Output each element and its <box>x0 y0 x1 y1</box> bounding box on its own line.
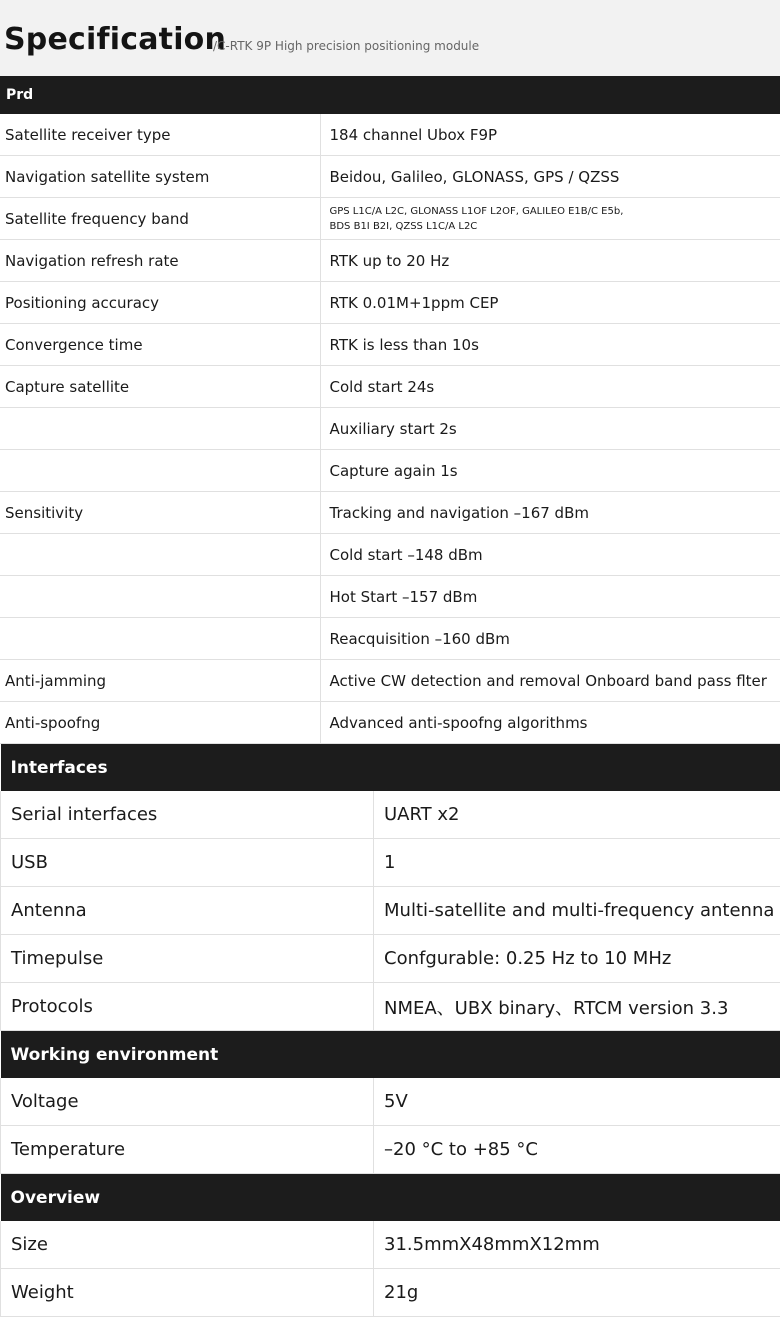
table-row <box>0 198 780 240</box>
spec-key: Positioning accuracy <box>0 282 320 324</box>
table-row <box>0 282 780 324</box>
spec-table-overview <box>0 1174 780 1317</box>
table-row <box>0 114 780 156</box>
spec-value: Confgurable: 0.25 Hz to 10 MHz <box>374 935 780 983</box>
table-row <box>0 492 780 534</box>
table-row <box>1 1078 780 1126</box>
section-title: Working environment <box>1 1031 780 1078</box>
spec-value: Tracking and navigation –167 dBm <box>320 492 780 534</box>
spec-key: USB <box>1 839 374 887</box>
spec-key: Temperature <box>1 1126 374 1174</box>
spec-key: Navigation satellite system <box>0 156 320 198</box>
spec-key <box>0 618 320 660</box>
spec-key: Satellite frequency band <box>0 198 320 240</box>
table-row <box>1 1221 780 1269</box>
spec-value-line: BDS B1I B2I, QZSS L1C/A L2C <box>329 220 478 232</box>
spec-value: Reacquisition –160 dBm <box>320 618 780 660</box>
spec-key: Size <box>1 1221 374 1269</box>
spec-key: Capture satellite <box>0 366 320 408</box>
spec-value: Advanced anti-spoofng algorithms <box>320 702 780 744</box>
spec-key: Voltage <box>1 1078 374 1126</box>
table-row <box>0 156 780 198</box>
spec-key: Timepulse <box>1 935 374 983</box>
section-header <box>1 744 780 791</box>
table-row <box>1 1269 780 1317</box>
spec-table-prd <box>0 76 780 744</box>
spec-value: Multi-satellite and multi-frequency antenna <box>374 887 780 935</box>
spec-key: Antenna <box>1 887 374 935</box>
spec-value: Active CW detection and removal Onboard band pass flter <box>320 660 780 702</box>
table-row <box>0 324 780 366</box>
spec-key <box>0 450 320 492</box>
page-title: Specification <box>4 22 227 57</box>
spec-value: Cold start 24s <box>320 366 780 408</box>
spec-value: 31.5mmX48mmX12mm <box>374 1221 780 1269</box>
spec-value: RTK is less than 10s <box>320 324 780 366</box>
spec-value: RTK up to 20 Hz <box>320 240 780 282</box>
spec-value: 1 <box>374 839 780 887</box>
spec-table-working-environment <box>0 1031 780 1174</box>
spec-key: Satellite receiver type <box>0 114 320 156</box>
spec-value: 184 channel Ubox F9P <box>320 114 780 156</box>
section-title: Interfaces <box>1 744 780 791</box>
spec-value: Auxiliary start 2s <box>320 408 780 450</box>
table-row <box>1 1126 780 1174</box>
spec-key <box>0 576 320 618</box>
section-title: Prd <box>0 76 780 114</box>
spec-value-line: GPS L1C/A L2C, GLONASS L1OF L2OF, GALILEO E1B/C E5b, <box>329 205 624 217</box>
table-row <box>0 660 780 702</box>
spec-key: Navigation refresh rate <box>0 240 320 282</box>
spec-value: 5V <box>374 1078 780 1126</box>
table-row <box>1 983 780 1031</box>
spec-key <box>0 534 320 576</box>
spec-key: Serial interfaces <box>1 791 374 839</box>
section-header <box>0 76 780 114</box>
table-row <box>1 791 780 839</box>
table-row <box>0 408 780 450</box>
spec-value: Cold start –148 dBm <box>320 534 780 576</box>
spec-value: Hot Start –157 dBm <box>320 576 780 618</box>
table-row <box>0 240 780 282</box>
spec-value: –20 °C to +85 °C <box>374 1126 780 1174</box>
table-row <box>0 702 780 744</box>
table-row <box>0 618 780 660</box>
table-row <box>1 839 780 887</box>
spec-value: RTK 0.01M+1ppm CEP <box>320 282 780 324</box>
section-header <box>1 1031 780 1078</box>
spec-value <box>320 198 780 240</box>
spec-table-interfaces <box>0 744 780 1031</box>
table-row <box>1 887 780 935</box>
table-row <box>0 576 780 618</box>
spec-key: Protocols <box>1 983 374 1031</box>
spec-key: Weight <box>1 1269 374 1317</box>
spec-key <box>0 408 320 450</box>
table-row <box>0 450 780 492</box>
spec-key: Anti-jamming <box>0 660 320 702</box>
section-title: Overview <box>1 1174 780 1221</box>
spec-key: Sensitivity <box>0 492 320 534</box>
spec-value: NMEA、UBX binary、RTCM version 3.3 <box>374 983 780 1031</box>
spec-value: Beidou, Galileo, GLONASS, GPS / QZSS <box>320 156 780 198</box>
section-header <box>1 1174 780 1221</box>
spec-value: 21g <box>374 1269 780 1317</box>
page-subtitle: /C-RTK 9P High precision positioning module <box>213 39 480 53</box>
table-row <box>0 366 780 408</box>
table-row <box>1 935 780 983</box>
spec-value: Capture again 1s <box>320 450 780 492</box>
spec-key: Anti-spoofng <box>0 702 320 744</box>
page-header <box>0 0 780 76</box>
spec-value: UART x2 <box>374 791 780 839</box>
table-row <box>0 534 780 576</box>
spec-key: Convergence time <box>0 324 320 366</box>
